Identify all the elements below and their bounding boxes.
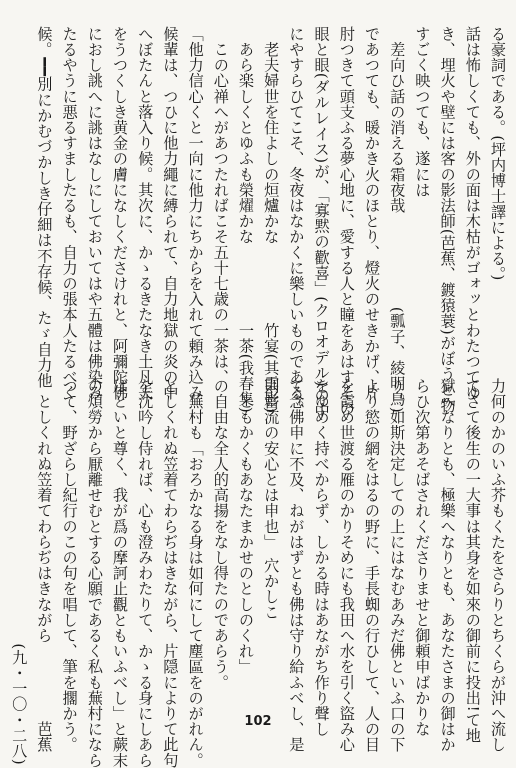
text-column: 蕪村も「おろかなる身は如何にして塵區をのがれん。 xyxy=(186,378,205,768)
page-number: 102 xyxy=(244,714,272,729)
text-column: り。如斯決定しての上にはなむあみだ佛といふ口の下 xyxy=(388,378,407,753)
text-column: にやすらひてこそ、冬夜はなかくに樂しいものである。 xyxy=(287,26,306,416)
text-column: 肘つきて頭支ふる夢心地に、愛する人と瞳をあはすその xyxy=(337,26,356,416)
text-column: る豪詞である。(坪内博士譯による。) xyxy=(489,26,507,281)
text-column: て念佛申に不及、ねがはずとも佛は守り給ふべし、是 xyxy=(287,378,306,753)
text-column: の自由な全人的高揚をなし得たのであらう。 xyxy=(211,378,230,690)
text-column: 老夫婦世を住よしの烜爐かな 竹宴(其雲影) xyxy=(262,26,281,414)
text-column: らひ次第あそばされくださりませと御頼申ばかりな xyxy=(413,378,432,737)
text-column: ともかくもあなたまかせのとしのくれ」 xyxy=(237,378,255,675)
text-column: におし誂へに誂はなしにしておいてはや五體は佛染み xyxy=(85,26,104,401)
text-column: き、埋火や壁には客の影法師(芭蕉、鍍猿蓑)がぼうと物 xyxy=(438,26,457,414)
text-column: としくれぬ笠着てわらぢはきながら、片隠によりて此句 xyxy=(161,378,180,768)
text-column: 力何のかのいふ芥もくたをさらりとちくらが沖へ流し xyxy=(489,378,507,753)
text-column: 話は怖しくても、外の面は木枯がゴォッとわたつてゆ xyxy=(463,26,482,401)
text-column: の煩勞から厭離せむとする心願であるく私も蕪村になら xyxy=(85,378,104,768)
text-column: 候。━━別にかむづかしき仔細は不存候、たゞ自力他 xyxy=(35,26,54,389)
text-column: 眼と眼(ダルレイス)が、「寡黙の歡喜」(クロオデル)の中 xyxy=(312,26,331,419)
text-column: を霞め世渡る雁のかりそめにも我田へ水を引く盜み心 xyxy=(337,378,356,753)
text-column: へぼたんと落入り候。其次に、かゝるきたなき土凡夫 xyxy=(136,26,155,401)
text-column: この心禅へがあつたればこそ五十七歳の一茶は、 xyxy=(211,26,230,385)
text-column: 則當流の安心とは申也」 穴かしこ xyxy=(262,378,281,620)
text-column: 「他力信心くと一向に他力にちからを入れて頼み込み xyxy=(186,26,205,401)
text-column: あら楽しくとゆふも榮燿かな 一茶(我春集) xyxy=(237,26,255,414)
text-column: たるやうに悪るすましたるも、自力の張本人たるべく xyxy=(60,26,79,401)
text-column: ばといと尊く、我が爲の摩訶止觀ともいふべし」と蕨末 xyxy=(111,378,129,768)
text-column: 獄へなりとも、極樂へなりとも、あなたさまの御はか xyxy=(438,378,457,753)
text-column: をゆめく持べからず、しかる時はあながち作り聲し xyxy=(312,378,331,737)
text-column: つて、野ざらし紀行のこの句を唱して、筆を擱かう。 xyxy=(60,378,79,753)
text-column: 差向ひ話の消える霜夜哉 (瓢子、綾明鳥) xyxy=(388,26,407,414)
text-column: (九・一〇・二八) xyxy=(10,378,29,766)
text-column: 候輩は、つひに他力繩に縛られて、自力地獄の炎の中 xyxy=(161,26,180,401)
text-column: より慾の網をはるの野に、手長蜘の行ひして、人の目 xyxy=(363,378,381,753)
text-column: を沈吟し侍れば、心も澄みわたりて、かゝる身にしあら xyxy=(136,378,155,768)
text-column: すごく映つても、遂には xyxy=(413,26,432,198)
text-column: としくれぬ笠着てわらぢはきながら 芭蕉 xyxy=(35,378,54,753)
text-column: をうつくしき黄金の膚になしくださけれと、阿彌陀佛 xyxy=(111,26,129,401)
text-column: であつても、暖かき火のほとり、燈火のせきかげ、片 xyxy=(363,26,381,401)
text-column: てさて後生の一大事は其身を如來の御前に投出!て地 xyxy=(463,378,482,744)
